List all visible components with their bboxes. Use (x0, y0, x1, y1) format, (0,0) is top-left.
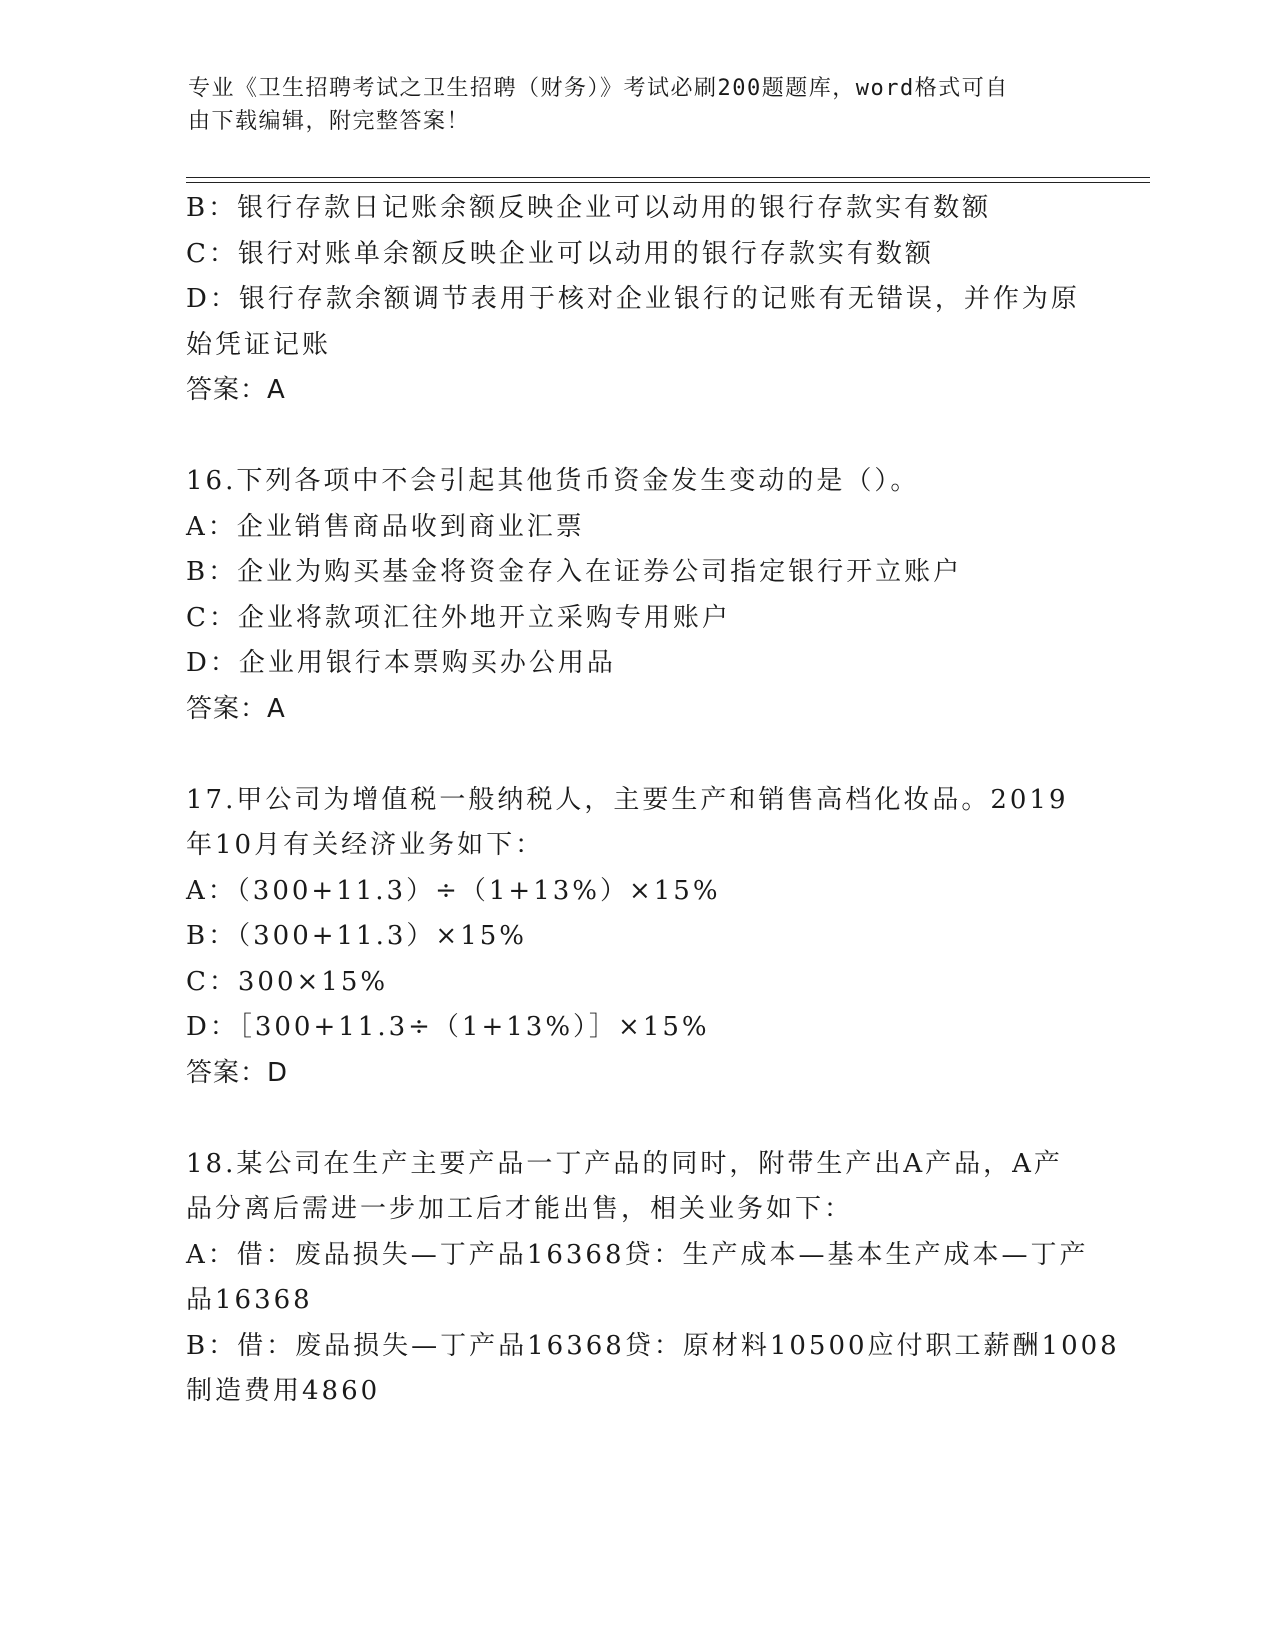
header-line-2: 由下载编辑，附完整答案！ (188, 109, 471, 134)
q16-option-a: A：企业销售商品收到商业汇票 (186, 511, 585, 542)
q17-option-b: B：（300+11.3）×15% (186, 921, 527, 951)
document-header (188, 72, 1068, 138)
q17-stem-line-2: 年10月有关经济业务如下： (186, 830, 545, 860)
question-17 (186, 778, 1086, 1097)
header-rule-bottom (186, 182, 1150, 183)
q15-answer: 答案：A (186, 375, 286, 405)
spacer (186, 414, 1086, 460)
spacer (186, 1096, 1086, 1142)
q18-stem-line-2: 品分离后需进一步加工后才能出售，相关业务如下： (186, 1194, 854, 1224)
q16-option-d: D：企业用银行本票购买办公用品 (186, 648, 616, 678)
q18-option-b-line-2: 制造费用4860 (186, 1376, 381, 1406)
q17-option-a: A：（300+11.3）÷（1+13%）×15% (186, 875, 721, 906)
q18-option-a-line-1: A：借：废品损失—丁产品16368贷：生产成本—基本生产成本—丁产 (186, 1239, 1089, 1270)
q18-option-a-line-2: 品16368 (186, 1285, 313, 1315)
q15-option-d-line-1: D：银行存款余额调节表用于核对企业银行的记账有无错误，并作为原 (186, 284, 1080, 314)
question-content (186, 186, 1120, 1415)
q17-option-c: C：300×15% (186, 966, 389, 997)
question-15 (186, 186, 1086, 414)
q16-option-c: C：企业将款项汇往外地开立采购专用账户 (186, 602, 731, 633)
q18-stem-line-1: 18.某公司在生产主要产品一丁产品的同时，附带生产出A产品，A产 (186, 1148, 1063, 1179)
q16-answer: 答案：A (186, 693, 286, 724)
q15-option-d-line-2: 始凭证记账 (186, 329, 332, 360)
q16-option-b: B：企业为购买基金将资金存入在证券公司指定银行开立账户 (186, 557, 963, 587)
q15-option-b: B：银行存款日记账余额反映企业可以动用的银行存款实有数额 (186, 193, 992, 223)
q17-answer: 答案：D (186, 1057, 289, 1088)
q17-option-d: D：［300+11.3÷（1+13%）］×15% (186, 1012, 710, 1042)
spacer (186, 732, 1086, 778)
q17-stem-line-1: 17.甲公司为增值税一般纳税人，主要生产和销售高档化妆品。2019 (186, 784, 1069, 815)
q18-option-b-line-1: B：借：废品损失—丁产品16368贷：原材料10500应付职工薪酬1008 (186, 1330, 1120, 1361)
header-rule-top (186, 177, 1150, 178)
q15-option-c: C：银行对账单余额反映企业可以动用的银行存款实有数额 (186, 238, 934, 269)
question-18 (186, 1142, 1120, 1415)
header-line-1: 专业《卫生招聘考试之卫生招聘（财务）》考试必刷200题题库，word格式可自 (188, 76, 1009, 101)
q16-stem: 16.下列各项中不会引起其他货币资金发生变动的是（）。 (186, 466, 920, 496)
question-16 (186, 459, 1086, 732)
